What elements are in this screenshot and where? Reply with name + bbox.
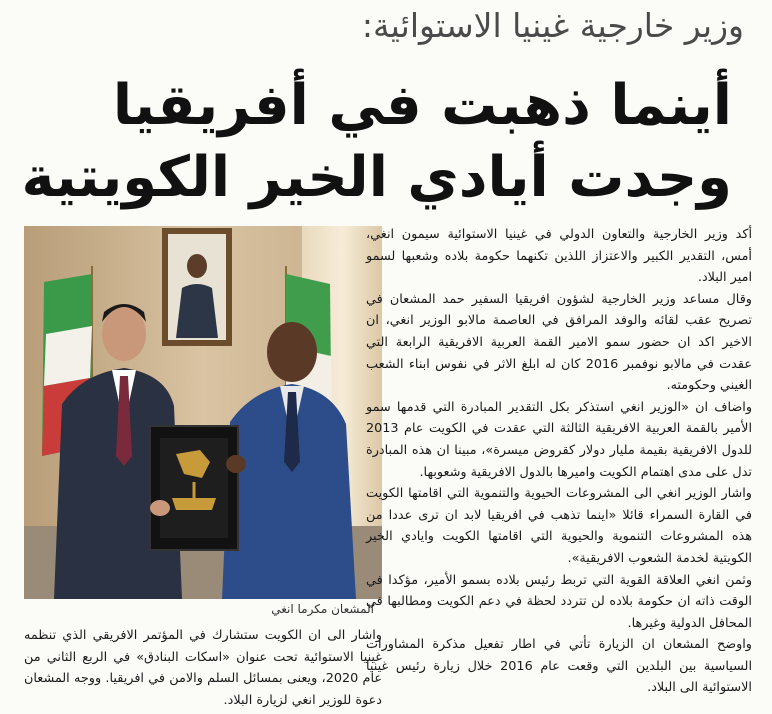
body-paragraph: واشار الوزير انغي الى المشروعات الحيوية والتنموية التي اقامتها الكويت في القارة السمراء قائلا «اينما تذهب في افريقيا لابد ان ترى عددا من هذه المشروعات التنموية والحيوية التي اقامتها الكويت وايادي الخير الكويتية لخدمة الشعوب الافريقية».	[366, 486, 752, 566]
headline-line-1: أينما ذهبت في أفريقيا	[112, 73, 732, 138]
headline-line-2: وجدت أيادي الخير الكويتية	[21, 145, 732, 210]
article-body-left	[24, 625, 382, 711]
photo-illustration	[24, 226, 382, 599]
body-paragraph: أكد وزير الخارجية والتعاون الدولي في غينيا الاستوائية سيمون انغي، أمس، التقدير الكبير والاعتزاز اللذين تكنهما حكومة بلاده وشعبها لسمو امير البلاد.	[366, 227, 752, 286]
article-body	[366, 224, 752, 699]
article-photo	[24, 226, 382, 599]
photo-caption: المشعان مكرما انغي	[271, 602, 374, 616]
kicker: وزير خارجية غينيا الاستوائية:	[361, 6, 744, 45]
body-paragraph: واضاف ان «الوزير انغي استذكر بكل التقدير المبادرة التي قدمها سمو الأمير بالقمة العربية الافريقية الثالثة التي عقدت في الكويت عام 2013 للدول الافريقية بقيمة مليار دولار كقروض ميسرة»، مبينا ان هذه المبادرة تدل على مدى اهتمام الكويت واميرها بالدول الافريقية وشعوبها.	[366, 399, 752, 480]
body-paragraph: واوضح المشعان ان الزيارة تأتي في اطار تفعيل مذكرة المشاورات السياسية بين البلدين التي وقعت عام 2016 خلال زيارة رئيس غينيا الاستوائية الى البلاد.	[366, 637, 753, 696]
body-paragraph: وثمن انغي العلاقة القوية التي تربط رئيس بلاده بسمو الأمير، مؤكدا في الوقت ذاته ان حكومة بلاده لن تتردد لحظة في دعم الكويت ومطالبها في المحافل الدولية وغيرها.	[366, 572, 752, 631]
body-paragraph: واشار الى ان الكويت ستشارك في المؤتمر الافريقي الذي تنظمه غينيا الاستوائية تحت عنوان «اسكات البنادق» في الربع الثاني من عام 2020، ويعنى بمسائل السلم والامن في افريقيا. ووجه المشعان دعوة للوزير انغي لزيارة البلاد.	[24, 628, 382, 708]
body-paragraph: وقال مساعد وزير الخارجية لشؤون افريقيا السفير حمد المشعان في تصريح عقب لقائه والوفد المرافق في العاصمة مالابو الوزير انغي، ان الاخير اكد ان حضور سمو الامير القمة العربية الافريقية الرابعة التي عقدت في مالابو نوفمبر 2016 كان له ابلغ الاثر في نفوس ابناء الشعب الغيني وحكومته.	[366, 291, 752, 394]
